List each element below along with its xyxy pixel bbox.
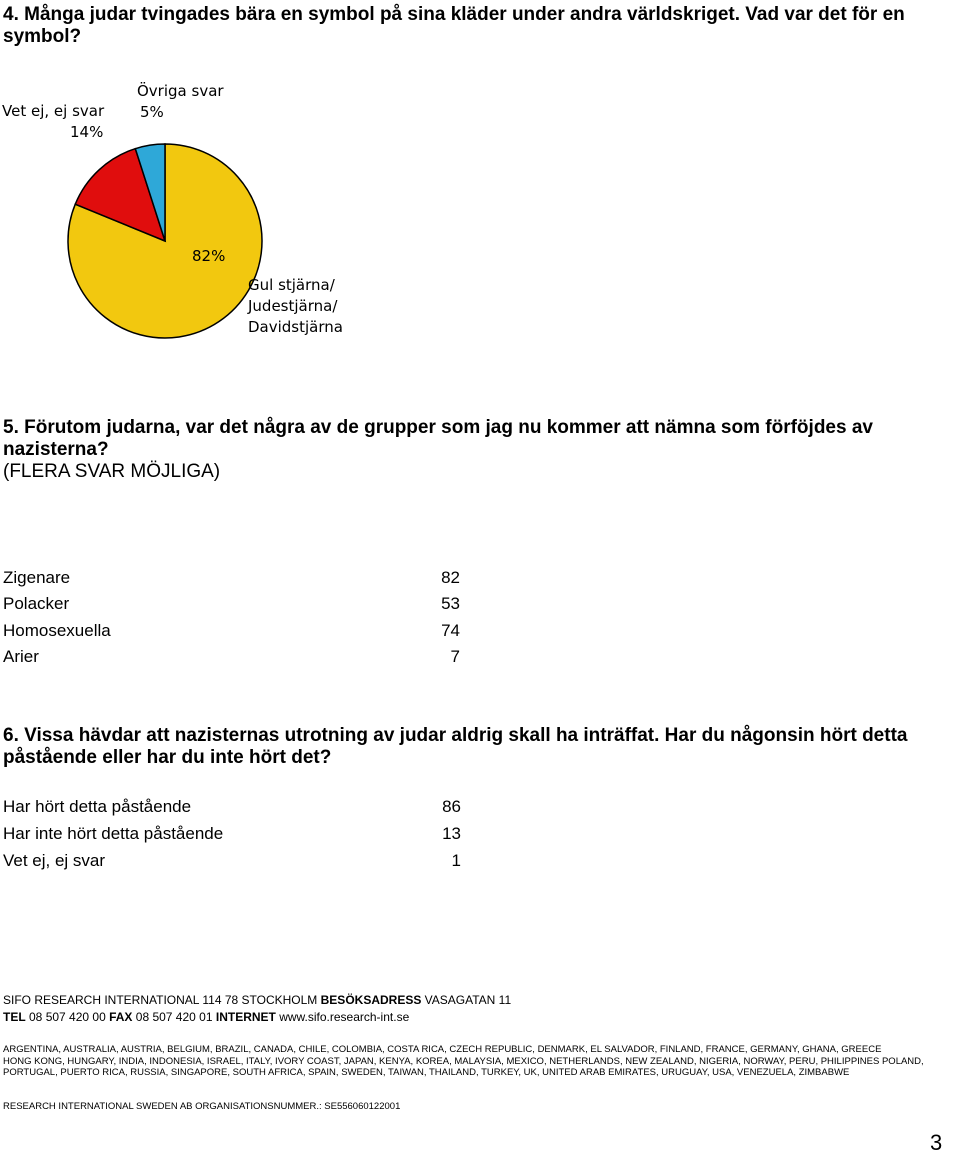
page-number: 3: [930, 1130, 943, 1155]
result-row: [3, 851, 473, 871]
result-label: Homosexuella: [3, 620, 111, 640]
result-row: [3, 594, 473, 614]
footer-tel: 08 507 420 00: [25, 1010, 110, 1024]
footer-countries-line: HONG KONG, HUNGARY, INDIA, INDONESIA, ISRAEL, ITALY, IVORY COAST, JAPAN, KENYA, KOREA, MALAYSIA, MEXICO, NETHERLANDS, NEW ZEALAND, NIGERIA, NORWAY, PERU, PHILIPPINES POLAND,: [3, 1055, 924, 1067]
question-5-text: 5. Förutom judarna, var det några av de grupper som jag nu kommer att nämna som förföjdes av nazisterna?: [3, 417, 873, 460]
pie-category-label: Övriga svar: [137, 82, 224, 100]
footer-fax: 08 507 420 01: [132, 1010, 216, 1024]
footer-company: SIFO RESEARCH INTERNATIONAL 114 78 STOCKHOLM: [3, 993, 321, 1007]
question-5-title: [3, 417, 943, 483]
question-5-subtitle: (FLERA SVAR MÖJLIGA): [3, 461, 221, 482]
footer-countries-line: ARGENTINA, AUSTRALIA, AUSTRIA, BELGIUM, BRAZIL, CANADA, CHILE, COLOMBIA, COSTA RICA, CZECH REPUBLIC, DENMARK, EL SALVADOR, FINLAND, FRANCE, GERMANY, GHANA, GREECE: [3, 1044, 882, 1055]
pie-category-label: Gul stjärna/: [248, 276, 335, 294]
question-4-title: 4. Många judar tvingades bära en symbol på sina kläder under andra världskriget. Vad var det för en symbol?: [3, 4, 905, 47]
footer-contact: [3, 1009, 409, 1026]
result-label: Vet ej, ej svar: [3, 850, 106, 870]
result-label: Har hört detta påstående: [3, 797, 192, 816]
result-row: [3, 824, 473, 844]
result-label: Har inte hört detta påstående: [3, 823, 224, 843]
pie-category-label: Judestjärna/: [248, 297, 338, 315]
footer-fax-label: FAX: [109, 1010, 133, 1024]
footer-countries-line: PORTUGAL, PUERTO RICA, RUSSIA, SINGAPORE, SOUTH AFRICA, SPAIN, SWEDEN, TAIWAN, THAILAND, TURKEY, UK, UNITED ARAB EMIRATES, URUGUAY, USA, VENEZUELA, ZIMBABWE: [3, 1067, 850, 1079]
footer-address: [3, 992, 511, 1009]
footer-visit-label: BESÖKSADRESS: [320, 993, 422, 1007]
result-value: 7: [450, 646, 460, 666]
result-value: 74: [441, 620, 460, 640]
footer-tel-label: TEL: [3, 1010, 26, 1024]
result-value: 1: [451, 850, 461, 870]
footer-org-number: RESEARCH INTERNATIONAL SWEDEN AB ORGANISATIONSNUMMER.: SE556060122001: [3, 1101, 401, 1112]
pie-percent-label: 5%: [140, 103, 164, 121]
result-row: [3, 797, 473, 817]
result-value: 13: [442, 823, 461, 843]
result-row: [3, 568, 473, 588]
result-value: 86: [442, 797, 461, 816]
pie-percent-label: 82%: [192, 247, 226, 265]
result-row: [3, 647, 473, 667]
footer-internet-label: INTERNET: [215, 1010, 276, 1024]
footer-countries: [3, 1044, 924, 1079]
pie-percent-label: 14%: [70, 123, 104, 141]
question-6-title: 6. Vissa hävdar att nazisternas utrotning av judar aldrig skall ha inträffat. Har du någonsin hört detta påstående eller har du inte hört det?: [3, 725, 908, 768]
pie-category-label: Vet ej, ej svar: [2, 102, 105, 120]
footer-internet: www.sifo.research-int.se: [275, 1010, 410, 1024]
result-label: Arier: [3, 646, 39, 666]
pie-chart: [0, 75, 420, 345]
pie-category-label: Davidstjärna: [248, 318, 343, 336]
result-value: 82: [441, 568, 460, 587]
result-row: [3, 621, 473, 641]
result-label: Zigenare: [3, 568, 71, 587]
footer-visit-address: VASAGATAN 11: [421, 993, 512, 1007]
result-label: Polacker: [3, 594, 70, 614]
result-value: 53: [441, 594, 460, 614]
